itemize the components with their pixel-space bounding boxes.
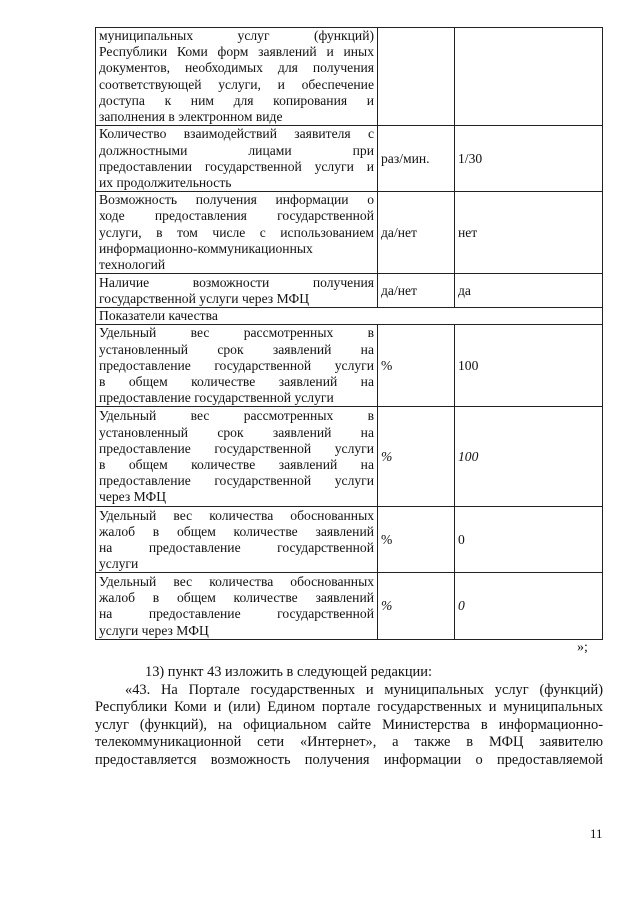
indicator-line: Количество взаимодействий заявителя с (99, 126, 374, 142)
indicator-name-cell (96, 274, 378, 308)
table-row (96, 325, 603, 407)
indicator-line: Наличие возможности получения (99, 274, 374, 290)
unit-cell: % (378, 507, 455, 573)
indicator-line: предоставление государственной услуги (99, 440, 374, 456)
value-cell: 100 (455, 407, 603, 507)
value-cell: нет (455, 192, 603, 274)
unit-cell: % (378, 325, 455, 407)
closing-quote: »; (577, 640, 588, 655)
value-cell: 1/30 (455, 126, 603, 192)
value-cell: 100 (455, 325, 603, 407)
section-title: Показатели качества (96, 308, 603, 325)
indicator-line: доступа к ним для копирования и (99, 92, 374, 108)
indicator-line: на предоставление государственной (99, 606, 374, 622)
indicator-line: услуги, в том числе с использованием (99, 224, 374, 240)
indicator-line: должностными лицами при (99, 142, 374, 158)
indicator-name-cell (96, 507, 378, 573)
indicator-line: Удельный вес рассмотренных в (99, 408, 374, 424)
indicator-line: технологий (99, 257, 166, 273)
value-cell: 0 (455, 507, 603, 573)
indicator-line: муниципальных услуг (функций) (99, 28, 374, 43)
table-row (96, 28, 603, 126)
indicator-line: Республики Коми форм заявлений и иных (99, 44, 374, 60)
indicator-line: на предоставление государственной (99, 539, 374, 555)
unit-cell: да/нет (378, 274, 455, 308)
page-number: 11 (590, 826, 603, 841)
table-row (96, 507, 603, 573)
indicator-line: через МФЦ (99, 489, 167, 505)
table-row (96, 407, 603, 507)
body-text (95, 664, 603, 770)
unit-cell: раз/мин. (378, 126, 455, 192)
unit-cell (378, 28, 455, 126)
paragraph-line: услуг (функций), на официальном сайте Министерства в информационно- (95, 716, 603, 733)
indicator-line: в общем количестве заявлений на (99, 374, 374, 390)
value-cell: 0 (455, 573, 603, 640)
unit-cell: да/нет (378, 192, 455, 274)
indicator-line: соответствующей услуги, и обеспечение (99, 76, 374, 92)
table-row (96, 274, 603, 308)
indicator-line: жалоб в общем количестве заявлений (99, 523, 374, 539)
unit-cell: % (378, 573, 455, 640)
amendment-point: 13) пункт 43 изложить в следующей редакции: (145, 664, 432, 680)
indicator-line: Удельный вес рассмотренных в (99, 325, 374, 341)
value-cell (455, 28, 603, 126)
unit-cell: % (378, 407, 455, 507)
indicator-line: установленный срок заявлений на (99, 424, 374, 440)
indicator-line: заполнения в электронном виде (99, 109, 283, 125)
indicator-name-cell (96, 573, 378, 640)
indicator-name-cell (96, 325, 378, 407)
indicator-name-cell (96, 192, 378, 274)
indicator-line: предоставление государственной услуги (99, 473, 374, 489)
indicators-table (95, 27, 603, 640)
indicator-line: предоставление государственной услуги (99, 390, 334, 406)
table-row (96, 573, 603, 640)
indicator-line: государственной услуги через МФЦ (99, 290, 310, 306)
indicator-line: предоставление государственной услуги (99, 357, 374, 373)
indicator-line: Возможность получения информации о (99, 192, 374, 208)
indicator-line: услуги через МФЦ (99, 622, 209, 638)
paragraph-line: телекоммуникационной сети «Интернет», а также в МФЦ заявителю (95, 734, 603, 751)
value-cell: да (455, 274, 603, 308)
indicator-line: в общем количестве заявлений на (99, 456, 374, 472)
indicator-line: услуги (99, 556, 139, 572)
indicator-line: информационно-коммуникационных (99, 240, 313, 256)
paragraph-line: предоставляется возможность получения информации о предоставляемой (95, 751, 603, 768)
table-row (96, 126, 603, 192)
indicator-line: установленный срок заявлений на (99, 341, 374, 357)
indicator-line: предоставлении государственной услуги и (99, 158, 374, 174)
indicator-line: их продолжительность (99, 174, 232, 190)
indicator-line: жалоб в общем количестве заявлений (99, 590, 374, 606)
paragraph-line: «43. На Портале государственных и муниципальных услуг (функций) (125, 681, 603, 698)
indicator-line: Удельный вес количества обоснованных (99, 507, 374, 523)
indicator-name-cell (96, 28, 378, 126)
table-section-row (96, 308, 603, 325)
table-row (96, 192, 603, 274)
paragraph-line: Республики Коми и (или) Едином портале государственных и муниципальных (95, 699, 603, 716)
indicator-line: Удельный вес количества обоснованных (99, 574, 374, 590)
indicator-name-cell (96, 126, 378, 192)
indicator-name-cell (96, 407, 378, 507)
indicator-line: ходе предоставления государственной (99, 208, 374, 224)
indicator-line: документов, необходимых для получения (99, 60, 374, 76)
